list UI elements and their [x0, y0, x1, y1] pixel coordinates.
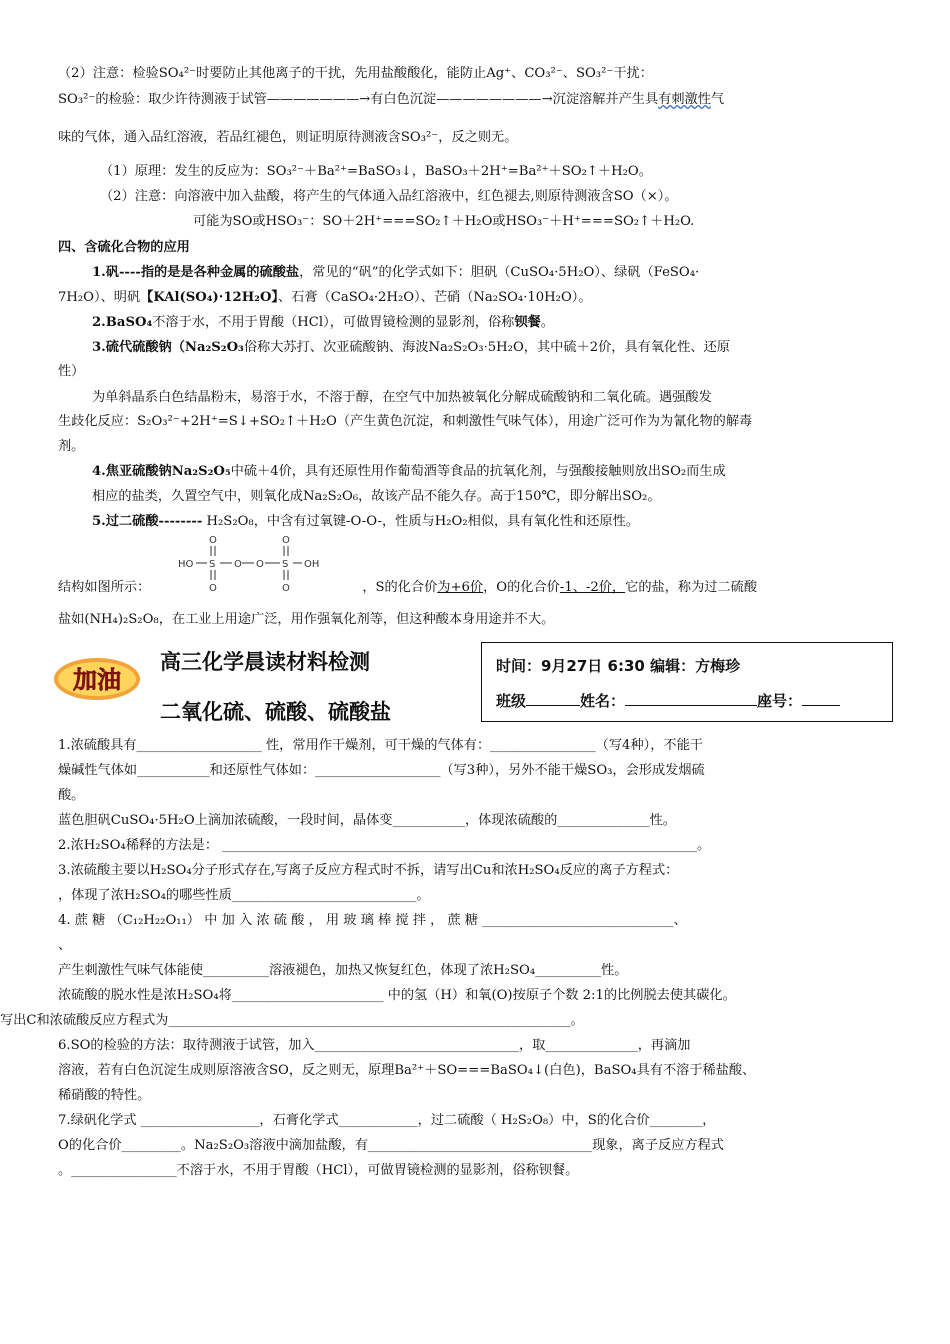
name-blank[interactable]	[625, 691, 757, 706]
possible-line: 可能为SO或HSO₃⁻：SO＋2H⁺===SO₂↑＋H₂O或HSO₃⁻＋H⁺===SO₂↑＋H₂O.	[193, 214, 695, 229]
quiz-subtitle: 二氧化硫、硫酸、硫酸盐	[160, 700, 391, 724]
question-4-line-2: 、	[58, 938, 72, 953]
question-1-line-2: 燥碱性气体如___________和还原性气体如：___________________（写3种），另外不能干燥SO₃，会形成发烟硫	[58, 763, 705, 778]
thiosulfate-heading: 3.硫代硫酸钠（Na₂S₂O₃	[92, 340, 244, 355]
vitriol-text-3: 、石膏（CaSO₄·2H₂O）、芒硝（Na₂SO₄·10H₂O）。	[278, 290, 592, 305]
question-3-line-2: ，体现了浓H₂SO₄的哪些性质____________________________。	[58, 888, 430, 903]
info-box	[481, 642, 893, 722]
baso4-line	[92, 313, 894, 333]
question-7-line-3: 。________________不溶于水，不用于胃酸（HCl），可做胃镜检测的显影剂，俗称钡餐。	[58, 1163, 579, 1178]
question-7: 7.绿矾化学式 __________________，石膏化学式____________，过二硫酸（ H₂S₂O₈）中，S的化合价________，	[58, 1113, 716, 1128]
question-7-line-2: O的化合价_________。Na₂S₂O₃溶液中滴加盐酸，有__________________________________现象，离子反应方程式	[58, 1138, 724, 1153]
student-fields	[496, 690, 840, 711]
question-2: 2.浓H₂SO₄稀释的方法是： ________________________________________________________________________。	[58, 838, 711, 853]
principle-line: （1）原理：发生的反应为：SO₃²⁻＋Ba²⁺=BaSO₃↓，BaSO₃＋2H⁺=Ba²⁺＋SO₂↑＋H₂O。	[100, 164, 652, 179]
alum-formula: 【KAl(SO₄)·12H₂O】	[140, 290, 279, 305]
struct-oh: OH	[304, 559, 320, 570]
vitriol-line	[92, 263, 894, 283]
seat-label: 座号：	[757, 692, 803, 710]
baso4-heading: 2.BaSO₄	[92, 315, 153, 330]
thiosulfate-line	[92, 338, 894, 358]
struct-s-1: S	[209, 559, 216, 570]
seat-blank[interactable]	[802, 691, 840, 706]
thiosulfate-line-4: 生歧化反应：S₂O₃²⁻+2H⁺=S↓+SO₂↑＋H₂O（产生黄色沉淀，和刺激性气味气体），用途广泛可作为为氰化物的解毒	[58, 414, 753, 429]
persulfuric-text: H₂S₂O₈，中含有过氧键-O-O-，性质与H₂O₂相似，具有氧化性和还原性。	[202, 514, 640, 529]
o-valence: -1、-2价，	[559, 580, 626, 595]
baso4-end: 。	[540, 315, 554, 330]
attention-line: （2）注意：向溶液中加入盐酸，将产生的气体通入品红溶液中，红色褪去,则原待测液含SO（×）。	[100, 189, 678, 204]
class-blank[interactable]	[526, 691, 580, 706]
class-label: 班级	[496, 692, 527, 710]
question-1: 1.浓硫酸具有___________________ 性，常用作干燥剂，可干燥的气体有：________________（写4种），不能干	[58, 738, 703, 753]
note-line: （2）注意：检验SO₄²⁻时要防止其他离子的干扰，先用盐酸酸化，能防止Ag⁺、CO₃²⁻、SO₃²⁻干扰：	[58, 66, 653, 81]
question-6-line-2: 溶液，若有白色沉淀生成则原溶液含SO，反之则无，原理Ba²⁺＋SO===BaSO₄↓(白色)，BaSO₄具有不溶于稀盐酸、	[58, 1063, 756, 1078]
metabisulfite-line	[92, 462, 894, 482]
structure-o-text: ，O的化合价	[483, 580, 560, 595]
struct-o-peroxy-2: O	[256, 559, 264, 570]
struct-o-bottom-1: O	[209, 583, 217, 594]
cheer-logo	[52, 656, 142, 702]
logo-text: 加油	[73, 666, 121, 694]
name-label: 姓名：	[580, 692, 626, 710]
question-4: 4. 蔗 糖 （C₁₂H₂₂O₁₁） 中 加 入 浓 硫 酸 ， 用 玻 璃 棒 搅 拌 ， 蔗 糖 _____________________________、	[58, 913, 687, 928]
time-editor: 时间：9月27日 6:30 编辑：方梅珍	[496, 657, 741, 675]
question-6: 6.SO的检验的方法：取待测液于试管，加入_______________________________，取______________，再滴加	[58, 1038, 691, 1053]
struct-o-top-2: O	[282, 535, 290, 546]
struct-o-bottom-2: O	[282, 583, 290, 594]
quiz-title: 高三化学晨读材料检测	[160, 650, 370, 674]
sulfite-test-line	[58, 90, 894, 110]
vitriol-heading: 1.矾----指的是是各种金属的硫酸盐	[92, 265, 300, 280]
structure-end-text: 它的盐，称为过二硫酸	[625, 580, 758, 595]
question-6-line-3: 稀硝酸的特性。	[58, 1088, 151, 1103]
structure-line-2: 盐如(NH₄)₂S₂O₈，在工业上用途广泛，用作强氧化剂等，但这种酸本身用途并不大。	[58, 612, 555, 627]
metabisulfite-heading: 4.焦亚硫酸钠Na₂S₂O₅	[92, 464, 231, 479]
sulfite-test-highlight: 有刺激性	[658, 92, 711, 107]
question-1-line-4: 蓝色胆矾CuSO₄·5H₂O上滴加浓硫酸，一段时间，晶体变___________，体现浓硫酸的______________性。	[58, 813, 676, 828]
question-4-line-3: 产生刺激性气味气体能使__________溶液褪色，加热又恢复红色，体现了浓H₂SO₄__________性。	[58, 963, 628, 978]
barium-meal: 钡餐	[514, 315, 541, 330]
thiosulfate-line-5: 剂。	[58, 439, 85, 454]
thiosulfate-line-3: 为单斜晶系白色结晶粉末，易溶于水，不溶于醇，在空气中加热被氧化分解成硫酸钠和二氧化硫。遇强酸发	[92, 390, 712, 405]
sulfite-test-end: 气	[710, 92, 725, 107]
structure-s-text: ，S的化合价	[362, 580, 438, 595]
metabisulfite-line-2: 相应的盐类，久置空气中，则氧化成Na₂S₂O₆，故该产品不能久存。高于150℃，即分解出SO₂。	[92, 489, 661, 504]
metabisulfite-text: 中硫＋4价，具有还原性用作葡萄酒等食品的抗氧化剂，与强酸接触则放出SO₂而生成	[230, 464, 726, 479]
question-5: 浓硫酸的脱水性是浓H₂SO₄将_______________________ 中的氢（H）和氧(O)按原子个数 2:1的比例脱去使其碳化。	[58, 988, 736, 1003]
vitriol-text-2: 7H₂O）、明矾	[58, 290, 141, 305]
baso4-text: 不溶于水，不用于胃酸（HCl），可做胃镜检测的显影剂，俗称	[152, 315, 515, 330]
section-heading: 四、含硫化合物的应用	[58, 240, 190, 255]
struct-o-peroxy-1: O	[234, 559, 242, 570]
persulfuric-line	[92, 512, 894, 532]
question-5-line-2: 写出C和浓硫酸反应方程式为_____________________________________________________________。	[0, 1013, 584, 1028]
struct-ho: HO	[178, 559, 194, 570]
thiosulfate-line-2: 性）	[58, 364, 85, 379]
s-valence: 为+6价	[437, 580, 484, 595]
struct-s-2: S	[282, 559, 289, 570]
sulfite-test-text: SO₃²⁻的检验：取少许待测液于试管———————→有白色沉淀————————→沉淀溶解并产生具	[58, 92, 659, 107]
structure-line	[58, 578, 894, 598]
question-1-line-3: 酸。	[58, 788, 85, 803]
vitriol-text: ，常见的“矾”的化学式如下：胆矾（CuSO₄·5H₂O）、绿矾（FeSO₄·	[299, 265, 700, 280]
persulfuric-heading: 5.过二硫酸--------	[92, 514, 203, 529]
struct-o-top-1: O	[209, 535, 217, 546]
structure-label: 结构如图所示：	[58, 580, 151, 595]
vitriol-line-2	[58, 288, 894, 308]
thiosulfate-text: 俗称大苏打、次亚硫酸钠、海波Na₂S₂O₃·5H₂O，其中硫＋2价，具有氧化性、还原	[243, 340, 730, 355]
sulfite-test-line-2: 味的气体，通入品红溶液，若品红褪色，则证明原待测液含SO₃²⁻，反之则无。	[58, 130, 518, 145]
question-3: 3.浓硫酸主要以H₂SO₄分子形式存在,写离子反应方程式时不拆，请写出Cu和浓H₂SO₄反应的离子方程式：	[58, 863, 679, 878]
